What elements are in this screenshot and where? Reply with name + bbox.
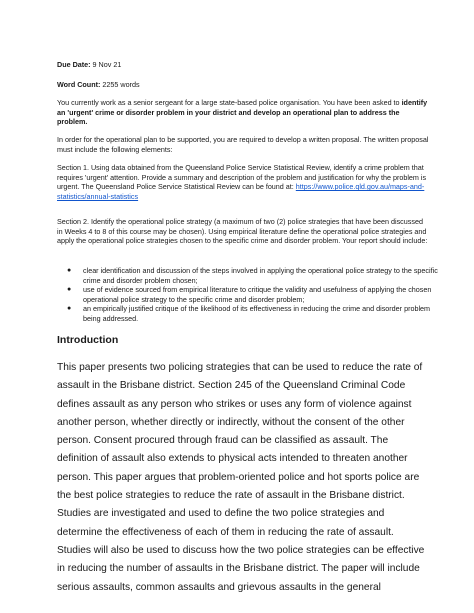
task-description-lead: You currently work as a senior sergeant for a large state-based police organisation. You have been asked to [57,98,402,107]
due-date-label: Due Date: [57,60,91,69]
section-2-description: Section 2. Identify the operational police strategy (a maximum of two (2) police strategies that have been discussed in Weeks 4 to 8 of this course may be chosen). Using empirical literature define the operational police strategies and apply the operational police strategies chosen to the specific crime and disorder problem. Your report should include: [57,217,428,246]
list-item [67,304,443,323]
section-1-description [57,163,429,201]
due-date-line [57,60,429,70]
list-item [67,285,443,304]
list-item [67,266,443,285]
word-count-label: Word Count: [57,80,101,89]
introduction-heading: Introduction [57,334,119,346]
statistics-link[interactable]: https://www.police.qld.gov.au/maps-and-statistics/annual-statistics [57,182,425,201]
word-count-value: 2255 words [100,80,140,89]
section-1-text: Section 1. Using data obtained from the Queensland Police Service Statistical Review, identify a crime problem that requires 'urgent' attention. Provide a summary and description of the problem and justification for why the problem is urgent. The Queensland Police Service Statistical Review can be found at: [57,163,427,192]
bullet-icon: ● [67,305,72,313]
list-item-text: an empirically justified critique of the likelihood of its effectiveness in reducing the crime and disorder problem being addressed. [83,304,431,323]
bullet-icon: ● [67,267,72,274]
list-item-text: clear identification and discussion of the steps involved in applying the operational police strategy to the specific crime and disorder problem chosen; [83,266,438,285]
bullet-icon: ● [67,286,72,294]
list-item-text: use of evidence sourced from empirical literature to critique the validity and usefulness of applying the chosen operational police strategy to the specific crime and disorder problem; [83,285,432,304]
introduction-paragraph: This paper presents two policing strategies that can be used to reduce the rate of assault in the Brisbane district. Section 245 of the Queensland Criminal Code defines assault as any person who strikes or uses any form of violence against another person, whether directly or indirectly, without the consent of the other person. Consent procured through fraud can be classified as assault. The definition of assault also extends to physical acts intended to threaten another person. This paper argues that problem-oriented police and hot sports police are the best police strategies to reduce the rate of assault in the Brisbane district. Studies are investigated and used to define the two police strategies and determine the effectiveness of each of them in reducing the rate of assault. Studies will also be used to discuss how the two police strategies can be effective in reducing the number of assaults in the Brisbane district. The paper will include serious assaults, common assaults and grievous assaults in the general [57,362,425,593]
due-date-value: 9 Nov 21 [90,60,122,69]
task-description [57,98,429,127]
task-description-emphasis: identify an 'urgent' crime or disorder problem in your district and develop an operational plan to address the problem. [57,98,428,127]
word-count-line [57,80,429,90]
report-requirements-list [57,266,443,324]
proposal-requirements: In order for the operational plan to be supported, you are required to develop a written proposal. The written proposal must include the following elements: [57,135,429,154]
